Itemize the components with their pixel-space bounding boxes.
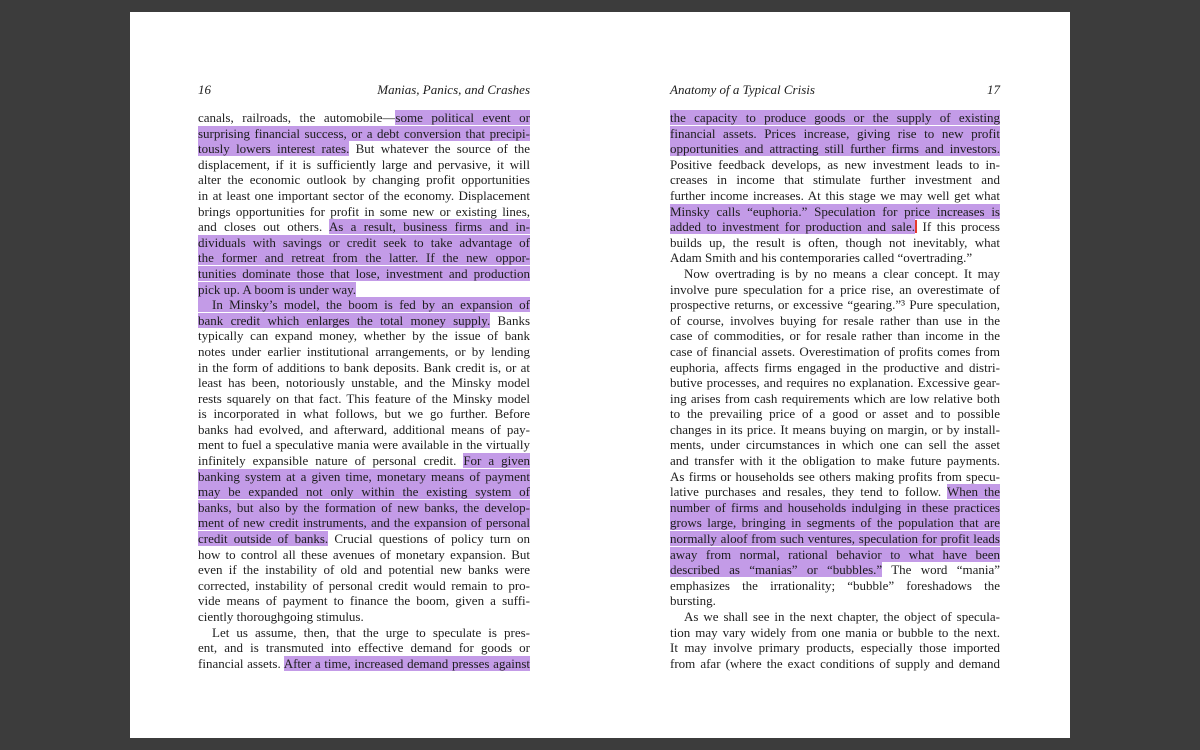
text-run: least has been, notoriously unstable, and the Minsky model	[198, 375, 530, 391]
text-run: Banks	[490, 312, 531, 328]
highlight-annotation[interactable]: may be expanded not only within the existing system of	[198, 484, 530, 500]
text-run: As firms or households see others making profits from specu-	[670, 468, 1000, 484]
text-line	[198, 110, 530, 126]
text-run: ciently thoroughgoing stimulus.	[198, 609, 364, 624]
text-run: ent, and is transmuted into effective demand for goods or	[198, 640, 530, 656]
text-line	[198, 391, 530, 407]
text-run: Positive feedback develops, as new investment leads to in-	[670, 156, 1000, 172]
highlight-annotation[interactable]: dividuals with savings or credit seek to take advantage of	[198, 234, 530, 250]
highlight-annotation[interactable]: away from normal, rational behavior to what have been	[670, 546, 1000, 562]
text-line	[670, 235, 1000, 251]
highlight-annotation[interactable]: In Minsky’s model, the boom is fed by an expansion of	[198, 297, 530, 312]
right-page-text	[670, 110, 1000, 671]
text-run: Let us assume, then, that the urge to speculate is pres-	[212, 624, 530, 640]
text-run: financial assets.	[198, 655, 284, 671]
text-run: prospective returns, or excessive “gearing.”³ Pure speculation,	[670, 297, 1000, 313]
text-run: ment to fuel a speculative mania were available in the virtually	[198, 437, 530, 453]
text-line	[670, 204, 1000, 220]
text-line	[198, 422, 530, 438]
text-run: changes in its price. It means buying on margin, or by install-	[670, 421, 1000, 437]
text-line	[670, 406, 1000, 422]
text-run: ing arises from cash requirements which are low relative both	[670, 390, 1000, 406]
text-line	[198, 375, 530, 391]
text-run: notes under earlier institutional arrangements, or by lending	[198, 343, 530, 359]
text-run: As we shall see in the next chapter, the object of specula-	[684, 609, 1000, 624]
text-line	[198, 562, 530, 578]
text-run: case of financial assets. Overestimation of profits comes from	[670, 343, 1000, 359]
text-line	[198, 640, 530, 656]
text-run: canals, railroads, the automobile—	[198, 110, 396, 125]
highlight-annotation[interactable]: described as “manias” or “bubbles.”	[670, 562, 883, 578]
text-run: and closes out others.	[198, 219, 329, 235]
text-run: ments, under circumstances in which one can sell the asset	[670, 437, 1000, 453]
text-line	[198, 266, 530, 282]
text-run: how to control all these avenues of monetary expansion. But	[198, 546, 530, 562]
text-line	[198, 484, 530, 500]
text-run: euphoria, affects firms engaged in the productive and distri-	[670, 359, 1000, 375]
text-run: lative purchases and resales, they tend to follow.	[670, 484, 948, 500]
text-line	[670, 500, 1000, 516]
text-line	[198, 172, 530, 188]
text-run: even if the instability of old and potential new banks were	[198, 562, 530, 578]
highlight-annotation[interactable]: some political event or	[395, 110, 530, 125]
text-run: creases in income that stimulate further investment and	[670, 172, 1000, 188]
highlight-annotation[interactable]: normally aloof from such ventures, speculation for profit leads	[670, 531, 1000, 547]
text-run: infinitely expansible nature of personal credit.	[198, 453, 464, 469]
text-run: in the form of additions to bank deposits. Bank credit is, or at	[198, 359, 530, 375]
text-line	[670, 562, 1000, 578]
highlight-annotation[interactable]: ment of new credit instruments, and the expansion of personal	[198, 515, 530, 531]
text-line	[670, 593, 1000, 609]
text-line	[670, 375, 1000, 391]
text-line	[198, 609, 530, 625]
text-line	[670, 578, 1000, 594]
text-line	[198, 406, 530, 422]
text-run: involve pure speculation for a price rise, an overestimate of	[670, 281, 1000, 297]
text-line	[198, 437, 530, 453]
text-line	[670, 110, 1000, 126]
text-line	[198, 313, 530, 329]
text-line	[670, 640, 1000, 656]
right-page-number: 17	[987, 82, 1000, 97]
text-line	[670, 219, 1000, 235]
text-line	[670, 391, 1000, 407]
text-line	[670, 609, 1000, 625]
highlight-annotation[interactable]: opportunities and attracting still further firms and investors.	[670, 141, 1000, 157]
text-line	[198, 578, 530, 594]
text-run: is incorporated in what follows, but we go further. Before	[198, 406, 530, 422]
text-line	[670, 515, 1000, 531]
text-run: The word “mania”	[882, 562, 1000, 578]
text-line	[670, 422, 1000, 438]
text-run: rests squarely on that fact. This feature of the Minsky model	[198, 390, 530, 406]
highlight-annotation[interactable]: surprising financial success, or a debt conversion that precipi-	[198, 125, 530, 141]
text-line	[670, 360, 1000, 376]
text-run: If this process	[917, 219, 1000, 235]
left-page-number: 16	[198, 82, 211, 97]
text-run: bursting.	[670, 593, 716, 609]
highlight-annotation[interactable]: For a given	[463, 453, 530, 469]
text-run: emphasizes the irrationality; “bubble” foreshadows the	[670, 577, 1000, 593]
text-line	[198, 328, 530, 344]
text-run: Adam Smith and his contemporaries called “overtrading.”	[670, 250, 973, 266]
text-line	[670, 453, 1000, 469]
left-page-header	[198, 82, 530, 98]
text-line	[198, 219, 530, 235]
highlight-annotation[interactable]: credit outside of banks.	[198, 531, 329, 547]
text-line	[198, 593, 530, 609]
text-line	[670, 328, 1000, 344]
highlight-annotation[interactable]: added to investment for production and sale.	[670, 219, 916, 235]
text-run: from afar (where the exact conditions of supply and demand	[670, 655, 1000, 671]
text-run: butive processes, and requires no explanation. Excessive gear-	[670, 375, 1000, 391]
text-run: Crucial questions of policy turn on	[328, 531, 530, 547]
highlight-annotation[interactable]: banks, but also by the formation of new banks, the develop-	[198, 499, 530, 515]
text-line	[198, 625, 530, 641]
text-line	[670, 313, 1000, 329]
text-line	[670, 141, 1000, 157]
text-line	[670, 344, 1000, 360]
text-line	[198, 656, 530, 672]
text-line	[670, 437, 1000, 453]
right-running-head: Anatomy of a Typical Crisis	[670, 82, 815, 97]
text-line	[670, 531, 1000, 547]
text-line	[198, 547, 530, 563]
highlight-annotation[interactable]: tously lowers interest rates.	[198, 141, 350, 157]
text-run: banks had evolved, and afterward, additional means of pay-	[198, 421, 530, 437]
text-line	[198, 204, 530, 220]
text-line	[670, 625, 1000, 641]
text-line	[670, 157, 1000, 173]
text-line	[670, 188, 1000, 204]
text-run: But whatever the source of the	[349, 141, 530, 157]
highlight-annotation[interactable]: grows large, bringing in segments of the population that are	[670, 515, 1000, 531]
text-run: case of commodities, or for resale rather than income in the	[670, 328, 1000, 344]
text-run: in at least one important sector of the economy. Displacement	[198, 187, 530, 203]
text-run: vide means of payment to finance the boom, given a suffi-	[198, 593, 530, 609]
text-line	[198, 141, 530, 157]
highlight-annotation[interactable]: bank credit which enlarges the total money supply.	[198, 312, 491, 328]
right-page-header	[670, 82, 1000, 98]
text-line	[670, 547, 1000, 563]
text-run: corrected, instability of personal credit would remain to pro-	[198, 577, 530, 593]
text-line	[198, 469, 530, 485]
text-run: builds up, the result is often, though not inevitably, what	[670, 234, 1000, 250]
highlight-annotation[interactable]: banking system at a given time, monetary means of payment	[198, 468, 530, 484]
text-line	[670, 656, 1000, 672]
text-run: to the prevailing price of a good or asset and to possible	[670, 406, 1000, 422]
left-page-text	[198, 110, 530, 671]
highlight-annotation[interactable]: number of firms and households indulging in these practices	[670, 499, 1000, 515]
text-line	[198, 360, 530, 376]
text-line	[198, 188, 530, 204]
text-line	[670, 126, 1000, 142]
text-line	[670, 282, 1000, 298]
highlight-annotation[interactable]: After a time, increased demand presses against	[283, 655, 530, 671]
text-run: and transfer with it the obligation to make future payments.	[670, 453, 1000, 469]
text-line	[198, 157, 530, 173]
text-line	[670, 250, 1000, 266]
text-run: tion may vary widely from one mania or bubble to the next.	[670, 624, 1000, 640]
text-line	[670, 469, 1000, 485]
text-line	[198, 531, 530, 547]
text-run: alter the economic outlook by changing profit opportunities	[198, 172, 530, 188]
highlight-annotation[interactable]: When the	[947, 484, 1000, 500]
text-line	[198, 282, 530, 298]
text-line	[198, 126, 530, 142]
text-run: It may involve primary products, especially those imported	[670, 640, 1000, 656]
highlight-annotation[interactable]: As a result, business firms and in-	[328, 219, 530, 235]
text-line	[198, 453, 530, 469]
text-line	[198, 235, 530, 251]
text-line	[670, 484, 1000, 500]
highlight-annotation[interactable]: the capacity to produce goods or the supply of existing	[670, 110, 1000, 125]
text-line	[198, 344, 530, 360]
text-line	[198, 515, 530, 531]
highlight-annotation[interactable]: financial assets. Prices increase, giving rise to new profit	[670, 125, 1000, 141]
text-line	[198, 297, 530, 313]
text-line	[198, 500, 530, 516]
highlight-annotation[interactable]: the former and retreat from the latter. If the new oppor-	[198, 250, 530, 266]
text-line	[670, 266, 1000, 282]
text-run: brings opportunities for profit in some new or existing lines,	[198, 203, 530, 219]
text-run: typically can expand money, whether by the issue of bank	[198, 328, 530, 344]
text-run: further income increases. At this stage we may well get what	[670, 187, 1000, 203]
text-line	[670, 172, 1000, 188]
highlight-annotation[interactable]: tunities dominate those that lose, investment and production	[198, 265, 530, 281]
left-running-head: Manias, Panics, and Crashes	[377, 82, 530, 97]
text-line	[198, 250, 530, 266]
highlight-annotation[interactable]: Minsky calls “euphoria.” Speculation for price increases is	[670, 203, 1000, 219]
highlight-annotation[interactable]: pick up. A boom is under way.	[198, 281, 357, 297]
text-line	[670, 297, 1000, 313]
text-run: displacement, if it is sufficiently large and pervasive, it will	[198, 156, 530, 172]
text-run: of course, involves buying for resale rather than use in the	[670, 312, 1000, 328]
text-run: Now overtrading is by no means a clear concept. It may	[684, 265, 1000, 281]
